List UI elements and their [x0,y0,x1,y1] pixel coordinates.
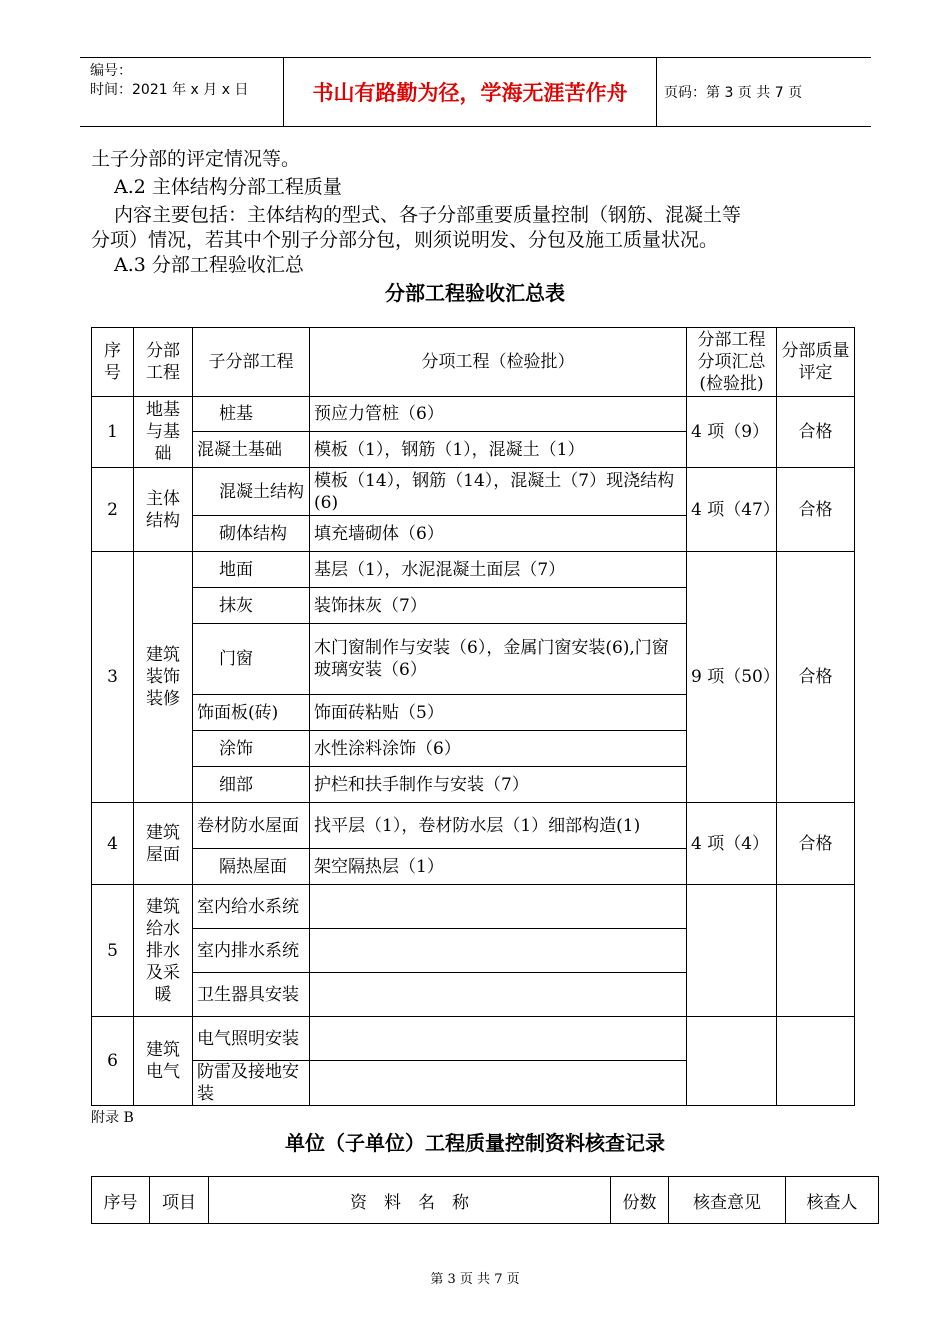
appendix-label: 附录 B [91,1110,134,1126]
sub-division-name: 混凝土结构 [193,468,310,516]
quality-grade [777,885,855,1017]
table1-title: 分部工程验收汇总表 [385,281,565,305]
section-a3-heading: A.3 分部工程验收汇总 [114,254,304,276]
item-list: 预应力管桩（6） [310,397,687,432]
sub-division-name: 电气照明安装 [193,1017,310,1061]
item-list: 架空隔热层（1） [310,849,687,885]
header-motto: 书山有路勤为径，学海无涯苦作舟 [283,58,657,126]
summary-count [687,885,777,1017]
item-list: 装饰抹灰（7） [310,588,687,624]
item-list [310,1017,687,1061]
header-cell: 核查人 [786,1177,879,1224]
sub-division-name: 桩基 [193,397,310,432]
table-row [92,885,855,929]
item-list [310,929,687,973]
table-header-row [92,328,855,397]
table-row [92,397,855,432]
item-list: 模板（14），钢筋（14），混凝土（7）现浇结构(6) [310,468,687,516]
table-row [92,1017,855,1061]
header-meta [90,62,248,100]
table-row [92,552,855,588]
sub-division-name: 砌体结构 [193,516,310,552]
row-number: 4 [92,803,134,885]
row-number: 1 [92,397,134,468]
division-name: 地基与基础 [134,397,193,468]
header-cell: 分部质量评定 [777,328,855,397]
item-list: 找平层（1），卷材防水层（1）细部构造(1) [310,803,687,849]
item-list: 水性涂料涂饰（6） [310,731,687,767]
item-list [310,885,687,929]
header-cell: 序号 [92,328,134,397]
summary-count: 4 项（4） [687,803,777,885]
quality-grade: 合格 [777,803,855,885]
sub-division-name: 地面 [193,552,310,588]
item-list: 填充墙砌体（6） [310,516,687,552]
sub-division-name: 门窗 [193,624,310,695]
sub-division-name: 涂饰 [193,731,310,767]
header-cell: 子分部工程 [193,328,310,397]
item-list: 模板（1），钢筋（1），混凝土（1） [310,432,687,468]
header-cell: 核查意见 [669,1177,786,1224]
summary-count: 9 项（50） [687,552,777,803]
sub-division-name: 卫生器具安装 [193,973,310,1017]
division-name: 建筑给水排水及采暖 [134,885,193,1017]
page-header [80,57,871,127]
quality-grade [777,1017,855,1106]
row-number: 2 [92,468,134,552]
quality-grade: 合格 [777,397,855,468]
body-line-3: 内容主要包括：主体结构的型式、各子分部重要质量控制（钢筋、混凝土等 [114,204,742,226]
acceptance-summary-table [91,327,855,1106]
number-label: 编号： [90,63,132,79]
sub-division-name: 卷材防水屋面 [193,803,310,849]
item-list: 护栏和扶手制作与安装（7） [310,767,687,803]
header-cell: 分项工程（检验批） [310,328,687,397]
table2-title: 单位（子单位）工程质量控制资料核查记录 [285,1131,665,1155]
quality-grade: 合格 [777,468,855,552]
header-cell: 资 料 名 称 [209,1177,611,1224]
sub-division-name: 抹灰 [193,588,310,624]
item-list: 饰面砖粘贴（5） [310,695,687,731]
quality-control-records-table [91,1176,879,1224]
time-label: 时间：2021 年 x 月 x 日 [90,82,249,98]
header-cell: 序号 [92,1177,150,1224]
section-a2-heading: A.2 主体结构分部工程质量 [114,176,342,198]
header-cell: 份数 [611,1177,669,1224]
sub-division-name: 室内给水系统 [193,885,310,929]
sub-division-name: 隔热屋面 [193,849,310,885]
row-number: 6 [92,1017,134,1106]
summary-count: 4 项（47） [687,468,777,552]
sub-division-name: 混凝土基础 [193,432,310,468]
sub-division-name: 室内排水系统 [193,929,310,973]
item-list: 基层（1），水泥混凝土面层（7） [310,552,687,588]
header-cell: 分部工程分项汇总(检验批) [687,328,777,397]
table-row [92,803,855,849]
summary-count [687,1017,777,1106]
body-line-1: 土子分部的评定情况等。 [91,148,301,170]
row-number: 3 [92,552,134,803]
sub-division-name: 防雷及接地安装 [193,1061,310,1106]
sub-division-name: 细部 [193,767,310,803]
body-line-4: 分项）情况，若其中个别子分部分包，则须说明发、分包及施工质量状况。 [91,229,719,251]
item-list [310,973,687,1017]
division-name: 建筑屋面 [134,803,193,885]
header-cell: 项目 [150,1177,209,1224]
quality-grade: 合格 [777,552,855,803]
item-list [310,1061,687,1106]
division-name: 建筑装饰装修 [134,552,193,803]
sub-division-name: 饰面板(砖) [193,695,310,731]
table-header-row [92,1177,879,1224]
row-number: 5 [92,885,134,1017]
division-name: 主体结构 [134,468,193,552]
item-list: 木门窗制作与安装（6），金属门窗安装(6),门窗玻璃安装（6） [310,624,687,695]
header-page: 页码：第 3 页 共 7 页 [664,85,803,101]
page-footer: 第 3 页 共 7 页 [430,1272,520,1287]
header-cell: 分部工程 [134,328,193,397]
table-row [92,468,855,516]
summary-count: 4 项（9） [687,397,777,468]
division-name: 建筑电气 [134,1017,193,1106]
